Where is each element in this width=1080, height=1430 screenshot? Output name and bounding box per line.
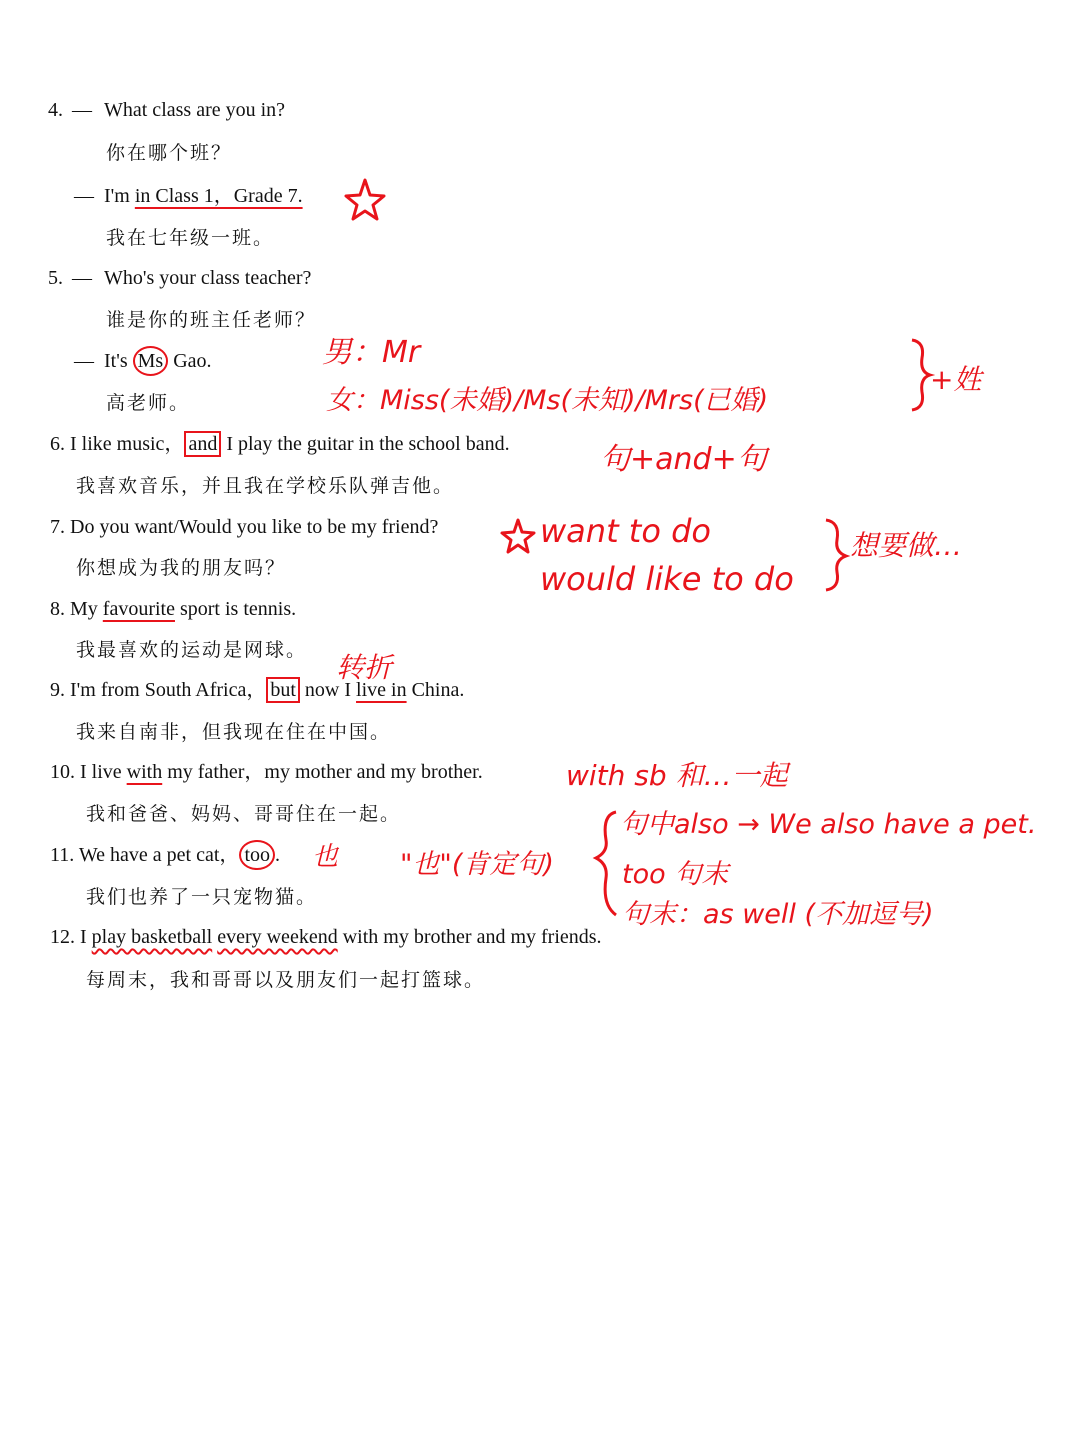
note-and-rule: 句+and+句	[600, 442, 767, 477]
item-11-sentence: 11. We have a pet cat， too .	[50, 843, 280, 867]
item-4-dash: —	[72, 99, 92, 121]
note-want-meaning: 想要做…	[850, 529, 963, 562]
star-icon	[502, 520, 534, 552]
item-9-zh: 我来自南非，但我现在住在中国。	[76, 721, 392, 743]
item-9-boxed-but: but	[266, 677, 300, 703]
item-5-answer-zh: 高老师。	[106, 392, 191, 414]
note-women-titles: 女：Miss(未婚)/Ms(未知)/Mrs(已婚)	[326, 385, 769, 416]
note-would-like-to-do: would like to do	[540, 560, 794, 598]
item-5-question-zh: 谁是你的班主任老师？	[106, 309, 317, 331]
item-5-question: Who's your class teacher?	[104, 267, 312, 289]
note-want-to-do: want to do	[540, 512, 711, 550]
item-5-dash: —	[72, 267, 92, 289]
note-also: 句中also → We also have a pet.	[620, 809, 1037, 840]
item-9-sentence: 9. I'm from South Africa， but now I live in China.	[50, 679, 465, 701]
item-10-sentence: 10. I live with my father，my mother and my brother.	[50, 761, 483, 783]
item-8-highlight: favourite	[102, 598, 175, 620]
note-too: too 句末	[622, 859, 729, 890]
item-10-zh: 我和爸爸、妈妈、哥哥住在一起。	[86, 803, 402, 825]
item-7-sentence: 7. Do you want/Would you like to be my friend?	[50, 516, 439, 538]
note-turn: 转折	[336, 651, 393, 684]
item-4-answer-zh: 我在七年级一班。	[106, 227, 275, 249]
item-6-boxed-and: and	[184, 431, 221, 457]
item-11-zh: 我们也养了一只宠物猫。	[86, 886, 318, 908]
item-5-number: 5.	[48, 267, 63, 289]
item-4-answer-dash: —	[74, 185, 94, 207]
note-as-well: 句末：as well (不加逗号)	[622, 899, 934, 930]
item-10-highlight: with	[126, 761, 163, 783]
brace-icon	[912, 340, 930, 410]
star-icon	[346, 180, 384, 219]
item-6-sentence: 6. I like music， and I play the guitar in the school band.	[50, 433, 510, 455]
item-4-answer: I'm in Class 1，Grade 7.	[104, 185, 303, 207]
item-7-zh: 你想成为我的朋友吗？	[76, 557, 287, 579]
item-4-question-zh: 你在哪个班？	[106, 142, 233, 164]
note-ye: 也	[312, 842, 339, 872]
note-ye-affirmative: "也"(肯定句)	[400, 849, 554, 880]
item-12-highlight-1: play basketball	[91, 926, 213, 948]
item-12-highlight-2: every weekend	[217, 926, 338, 948]
item-12-zh: 每周末，我和哥哥以及朋友们一起打篮球。	[86, 969, 486, 991]
item-5-answer-dash: —	[74, 350, 94, 372]
brace-icon	[596, 812, 616, 915]
item-12-sentence: 12. I play basketball every weekend with my brother and my friends.	[50, 926, 602, 948]
note-with-sb: with sb 和…一起	[566, 759, 788, 792]
item-8-zh: 我最喜欢的运动是网球。	[76, 639, 308, 661]
item-9-highlight: live in	[356, 679, 407, 701]
note-mr: 男：Mr	[322, 335, 421, 370]
item-5-circled-ms: Ms	[133, 346, 169, 376]
item-4-question: What class are you in?	[104, 99, 286, 121]
item-11-circled-too: too	[239, 840, 275, 870]
item-4-number: 4.	[48, 99, 63, 121]
item-8-sentence: 8. My favourite sport is tennis.	[50, 598, 297, 620]
brace-icon	[826, 520, 846, 590]
item-5-answer: It's Ms Gao.	[104, 349, 212, 373]
note-surname: +姓	[930, 363, 982, 396]
item-6-zh: 我喜欢音乐，并且我在学校乐队弹吉他。	[76, 475, 455, 497]
item-4-highlight: in Class 1，Grade 7.	[134, 185, 303, 207]
